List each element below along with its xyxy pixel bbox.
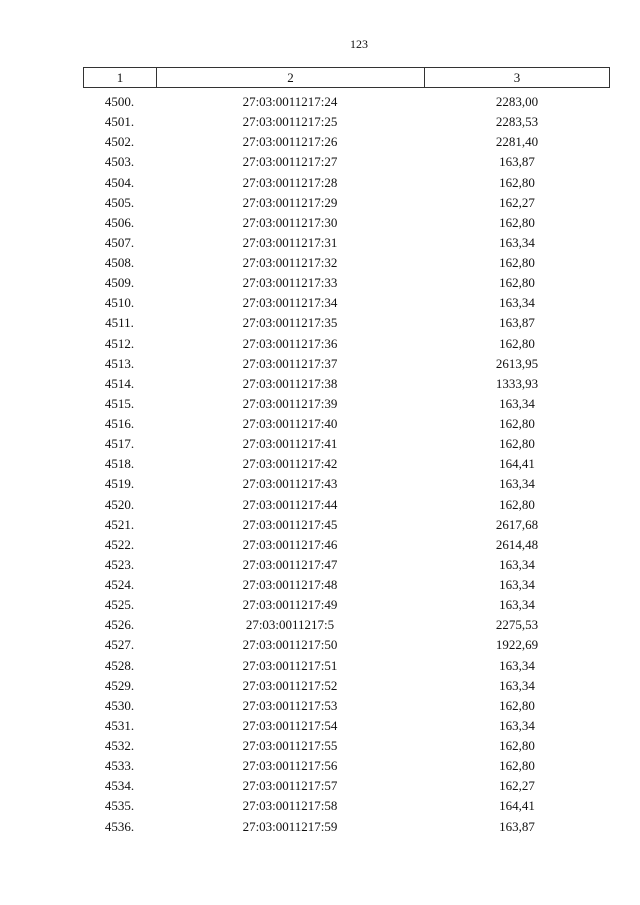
area-value: 162,80: [499, 416, 535, 431]
row-number: 4523.: [104, 556, 135, 572]
cadastral-number: 27:03:0011217:51: [242, 657, 338, 673]
row-number: 4529.: [104, 677, 135, 693]
cadastral-number: 27:03:0011217:52: [242, 677, 338, 693]
cadastral-number: 27:03:0011217:56: [242, 758, 338, 774]
area-value: 163,34: [499, 677, 535, 693]
row-number: 4506.: [104, 214, 135, 230]
row-number: 4519.: [104, 476, 135, 492]
row-number: 4504.: [104, 174, 135, 190]
cadastral-number: 27:03:0011217:59: [242, 818, 338, 834]
area-value: 163,87: [499, 154, 535, 170]
row-number: 4516.: [104, 416, 135, 431]
row-number: 4530.: [104, 697, 135, 713]
cadastral-number: 27:03:0011217:27: [242, 154, 338, 170]
table-row: [83, 575, 610, 595]
table-row: [83, 233, 610, 253]
table-row: [83, 756, 610, 776]
row-number: 4511.: [105, 315, 134, 331]
area-value: 164,41: [499, 798, 535, 814]
row-number: 4535.: [104, 798, 135, 814]
cadastral-number: 27:03:0011217:26: [242, 134, 338, 150]
area-value: 162,80: [499, 174, 535, 190]
table-row: [83, 434, 610, 454]
cadastral-number: 27:03:0011217:40: [242, 416, 338, 431]
cadastral-number: 27:03:0011217:25: [242, 114, 338, 130]
row-number: 4507.: [104, 234, 135, 250]
table-row: [83, 132, 610, 152]
row-number: 4527.: [104, 637, 135, 653]
area-value: 164,41: [499, 456, 535, 472]
row-number: 4536.: [104, 818, 135, 834]
cadastral-number: 27:03:0011217:28: [242, 174, 338, 190]
page-number: 123: [350, 37, 368, 51]
area-value: 163,87: [499, 818, 535, 834]
row-number: 4522.: [104, 536, 135, 552]
table-row: [83, 273, 610, 293]
row-number: 4532.: [104, 738, 135, 753]
row-number: 4515.: [104, 395, 135, 411]
area-value: 162,27: [499, 778, 535, 794]
column-header-1: 1: [84, 68, 157, 87]
area-value: 1922,69: [495, 637, 539, 653]
row-number: 4510.: [104, 295, 135, 311]
table-row: [83, 334, 610, 354]
area-value: 163,34: [499, 476, 535, 492]
table-row: [83, 193, 610, 213]
cadastral-number: 27:03:0011217:37: [242, 355, 338, 371]
area-value: 162,27: [499, 194, 535, 210]
row-number: 4500.: [104, 94, 135, 109]
area-value: 2613,95: [495, 355, 539, 371]
table-row: [83, 374, 610, 394]
table-row: [83, 676, 610, 696]
table-row: [83, 213, 610, 233]
row-number: 4520.: [104, 496, 135, 512]
cadastral-number: 27:03:0011217:44: [242, 496, 338, 512]
table-row: [83, 92, 610, 112]
cadastral-number: 27:03:0011217:48: [242, 577, 338, 592]
cadastral-number: 27:03:0011217:43: [242, 476, 338, 492]
area-value: 162,80: [499, 496, 535, 512]
table-row: [83, 776, 610, 796]
table-row: [83, 394, 610, 414]
table-row: [83, 173, 610, 193]
area-value: 162,80: [499, 738, 535, 753]
area-value: 2281,40: [495, 134, 539, 150]
area-value: 162,80: [499, 436, 535, 452]
table-row: [83, 293, 610, 313]
table-row: [83, 152, 610, 172]
cadastral-number: 27:03:0011217:35: [242, 315, 338, 331]
table-body: [83, 92, 610, 837]
cadastral-number: 27:03:0011217:5: [245, 617, 335, 633]
row-number: 4525.: [104, 597, 135, 613]
table-row: [83, 736, 610, 756]
area-value: 162,80: [499, 255, 535, 270]
row-number: 4502.: [104, 134, 135, 150]
area-value: 162,80: [499, 697, 535, 713]
cadastral-number: 27:03:0011217:46: [242, 536, 338, 552]
area-value: 2283,00: [495, 94, 539, 109]
table-row: [83, 716, 610, 736]
area-value: 162,80: [499, 335, 535, 351]
row-number: 4531.: [104, 717, 135, 733]
row-number: 4534.: [104, 778, 135, 794]
row-number: 4528.: [104, 657, 135, 673]
row-number: 4517.: [104, 436, 135, 452]
table-header: [83, 67, 610, 88]
table-row: [83, 817, 610, 837]
area-value: 163,34: [499, 556, 535, 572]
cadastral-number: 27:03:0011217:54: [242, 717, 338, 733]
cadastral-number: 27:03:0011217:36: [242, 335, 338, 351]
cadastral-number: 27:03:0011217:41: [242, 436, 338, 452]
row-number: 4518.: [104, 456, 135, 472]
area-value: 163,87: [499, 315, 535, 331]
cadastral-number: 27:03:0011217:29: [242, 194, 338, 210]
area-value: 162,80: [499, 275, 535, 291]
row-number: 4526.: [104, 617, 135, 633]
table-row: [83, 474, 610, 494]
area-value: 163,34: [499, 234, 535, 250]
cadastral-number: 27:03:0011217:55: [242, 738, 338, 753]
area-value: 162,80: [499, 214, 535, 230]
table-row: [83, 495, 610, 515]
table-row: [83, 535, 610, 555]
cadastral-number: 27:03:0011217:39: [242, 395, 338, 411]
table-row: [83, 414, 610, 434]
cadastral-number: 27:03:0011217:34: [242, 295, 338, 311]
area-value: 2275,53: [495, 617, 539, 633]
cadastral-number: 27:03:0011217:32: [242, 255, 338, 270]
cadastral-number: 27:03:0011217:42: [242, 456, 338, 472]
row-number: 4524.: [104, 577, 135, 592]
row-number: 4514.: [104, 375, 135, 391]
cadastral-number: 27:03:0011217:31: [242, 234, 338, 250]
row-number: 4503.: [104, 154, 135, 170]
area-value: 1333,93: [495, 375, 539, 391]
cadastral-number: 27:03:0011217:33: [242, 275, 338, 291]
row-number: 4533.: [104, 758, 135, 774]
table-row: [83, 595, 610, 615]
area-value: 162,80: [499, 758, 535, 774]
table-row: [83, 313, 610, 333]
table-row: [83, 354, 610, 374]
table-row: [83, 635, 610, 655]
row-number: 4509.: [104, 275, 135, 291]
cadastral-number: 27:03:0011217:53: [242, 697, 338, 713]
area-value: 163,34: [499, 577, 535, 592]
table-row: [83, 696, 610, 716]
row-number: 4501.: [104, 114, 135, 130]
area-value: 2283,53: [495, 114, 539, 130]
table-row: [83, 796, 610, 816]
cadastral-number: 27:03:0011217:24: [242, 94, 338, 109]
table-row: [83, 656, 610, 676]
table-row: [83, 112, 610, 132]
row-number: 4513.: [104, 355, 135, 371]
cadastral-number: 27:03:0011217:30: [242, 214, 338, 230]
row-number: 4505.: [104, 194, 135, 210]
table-row: [83, 253, 610, 273]
cadastral-number: 27:03:0011217:49: [242, 597, 338, 613]
area-value: 163,34: [499, 395, 535, 411]
table-row: [83, 555, 610, 575]
row-number: 4512.: [104, 335, 135, 351]
cadastral-number: 27:03:0011217:57: [242, 778, 338, 794]
table-row: [83, 454, 610, 474]
cadastral-number: 27:03:0011217:50: [242, 637, 338, 653]
area-value: 163,34: [499, 657, 535, 673]
area-value: 163,34: [499, 597, 535, 613]
cadastral-number: 27:03:0011217:58: [242, 798, 338, 814]
area-value: 2617,68: [495, 516, 539, 532]
area-value: 163,34: [499, 295, 535, 311]
column-header-2: 2: [157, 68, 425, 87]
cadastral-number: 27:03:0011217:47: [242, 556, 338, 572]
table-row: [83, 515, 610, 535]
area-value: 163,34: [499, 717, 535, 733]
area-value: 2614,48: [495, 536, 539, 552]
row-number: 4508.: [104, 255, 135, 270]
table-row: [83, 615, 610, 635]
cadastral-number: 27:03:0011217:38: [242, 375, 338, 391]
cadastral-number: 27:03:0011217:45: [242, 516, 338, 532]
row-number: 4521.: [104, 516, 135, 532]
column-header-3: 3: [513, 69, 521, 85]
